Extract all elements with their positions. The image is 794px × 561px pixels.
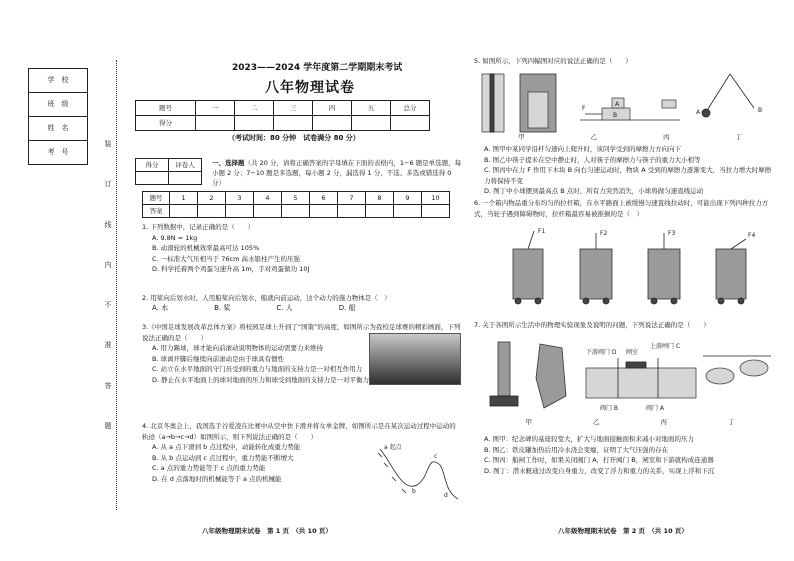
- seal-char: 内: [104, 260, 112, 269]
- block-label: A: [615, 101, 620, 108]
- figure-label: 丙: [663, 133, 670, 141]
- force-label: F1: [538, 228, 546, 235]
- lock-label: 闸室: [626, 349, 639, 356]
- question-2: [142, 293, 462, 312]
- section1-heading: 一、选择题: [212, 159, 245, 167]
- pendulum-string: [706, 74, 730, 112]
- answer-table: [142, 191, 450, 218]
- answer-cell: [422, 205, 450, 218]
- q7-options: [474, 434, 774, 476]
- seal-char: 不: [104, 301, 112, 310]
- option-b: B. 球离开脚后继续向前滚动是由于球具有惯性: [152, 354, 285, 363]
- option-c: C. 图丙：船闸工作时，如果关闭阀门 A，打开阀门 B，闸室和下游就构成连通器: [484, 456, 714, 464]
- score-cell: [235, 116, 274, 131]
- page-1-footer: 八年级物理期末试卷 第 1 页 （共 10 页）: [202, 527, 332, 535]
- submarine-figure: [703, 356, 771, 384]
- question-1: [142, 222, 462, 275]
- score-header: 三: [274, 101, 313, 116]
- grader-header: 得分: [136, 159, 169, 172]
- figure-label: 丙: [660, 418, 667, 426]
- suitcase-b: [580, 233, 612, 304]
- q6-suitcase-figures: [508, 227, 758, 305]
- option-d: D. 图丁中小球摆到最高点 B 点时，所有力突然消失，小球将做匀速直线运动: [484, 187, 704, 195]
- option-c: C. a 点的重力势能等于 c 点的重力势能: [152, 464, 266, 472]
- answer-cell: [226, 205, 254, 218]
- answer-header: 6: [310, 192, 338, 205]
- crushed-can-figure: [536, 344, 566, 408]
- answer-cell: [198, 205, 226, 218]
- option-a: A. 9.8N = 1kg: [152, 233, 198, 242]
- pendulum-ball: [702, 109, 710, 117]
- answer-header: 4: [254, 192, 282, 205]
- football-match-photo: [369, 333, 461, 385]
- figure-label: 甲: [518, 133, 525, 141]
- option-a: A. 图甲：纪念碑的基座较宽大，扩大与地面接触面积来减小对地面的压力: [484, 435, 694, 443]
- point-label: A: [696, 109, 701, 116]
- option-c: C. 图丙中在力 F 作用下木块 B 向右匀速运动时，物块 A 受到的摩擦力逐渐变大，当拉力增大时摩擦力将保持不变: [484, 166, 772, 185]
- q2-options: [142, 304, 462, 313]
- seal-char: 订: [104, 180, 112, 189]
- answer-header: 5: [282, 192, 310, 205]
- answer-cell: [254, 205, 282, 218]
- score-cell: [313, 116, 352, 131]
- grader-cell: [136, 172, 169, 185]
- score-header: 五: [352, 101, 391, 116]
- answer-cell: [394, 205, 422, 218]
- answer-cell: [310, 205, 338, 218]
- answer-header: 题号: [143, 192, 170, 205]
- force-label: F4: [748, 232, 756, 239]
- answer-row-label: 答案: [143, 205, 170, 218]
- q7-figures: [488, 338, 773, 413]
- lock-label: 上游闸门 C: [650, 343, 681, 350]
- score-header: 题号: [136, 101, 196, 116]
- ship-lock-figure: [586, 358, 696, 398]
- question-stem: 2. 用桨向后划水时，人用船桨向后划水，船就向前运动，这个动力的施力物体是（ ）: [142, 294, 391, 302]
- option-d: D. 静止在水平地面上的球对地面的压力和球受到地面的支持力是一对平衡力: [152, 375, 370, 384]
- answer-header: 7: [338, 192, 366, 205]
- force-label: F3: [668, 230, 676, 237]
- paper-title: 八年物理试卷: [265, 80, 355, 96]
- option-c: C. 站立在水平地面的守门员受到的重力与地面的支持力是一对相互作用力: [152, 365, 363, 373]
- field-name: 姓 名: [29, 117, 88, 141]
- q7-figure-labels: [495, 418, 765, 426]
- seal-char: 准: [104, 341, 112, 350]
- score-table: [135, 100, 430, 131]
- binding-dotted-line: [116, 60, 117, 510]
- option-b: B. 图乙中筷子提米在空中静止时，人对筷子的摩擦力与筷子的重力大小相等: [484, 155, 701, 164]
- seal-char: 装: [104, 140, 112, 148]
- score-header: 四: [313, 101, 352, 116]
- answer-header: 8: [366, 192, 394, 205]
- suitcase-c: [648, 233, 680, 304]
- question-6-stem: 6. 一个箱内物品重分布均匀的拉杆箱，在水平路面上被缓慢匀速直线拉动时，可能出现下列四种拉力方式，当轮子遇到障碍物时，拉杆箱最容易被推倒的是（ ）: [474, 199, 769, 218]
- option-a: A. 图甲中某同学沿杆匀速向上爬升时，该同学受到的摩擦力方向向下: [484, 145, 681, 153]
- score-header: 二: [235, 101, 274, 116]
- seal-char: 题: [104, 421, 112, 430]
- page-2-footer: 八年级物理期末试卷 第 2 页 （共 10 页）: [558, 527, 688, 535]
- seal-char: 答: [104, 381, 112, 390]
- point-label: c: [434, 453, 438, 460]
- pendulum-string-b: [730, 74, 754, 108]
- option-a: A. 从 a 点下滑到 b 点过程中，动能转化成重力势能: [152, 443, 301, 451]
- question-5-stem: 5. 如图所示，下列四幅图对应的说法正确的是（ ）: [474, 57, 632, 65]
- spring-mount: [662, 100, 676, 108]
- question-stem: 1. 下列数据中，记录正确的是（ ）: [142, 223, 255, 231]
- q5-figures: [480, 72, 775, 134]
- figure-label: 乙: [590, 133, 597, 141]
- force-label: F2: [600, 230, 608, 237]
- score-header: 总分: [391, 101, 430, 116]
- answer-cell: [170, 205, 198, 218]
- option-b: B. 动滑轮的机械效率最高可达 105%: [152, 244, 260, 252]
- option-b: B. 图乙：铁皮罐加热后用冷水浇会变瘪，证明了大气压强的存在: [484, 445, 669, 454]
- slope-hatching: [378, 453, 406, 493]
- monument-figure: [490, 342, 518, 406]
- lock-label: 阀门 A: [646, 405, 665, 412]
- block-label: B: [613, 112, 618, 119]
- figure-label: 乙: [593, 418, 600, 426]
- option-a: A. 用力踢球，球才能向前滚动说明物体的运动需要力来维持: [152, 344, 323, 352]
- option-b: B. 桨: [214, 303, 231, 312]
- option-a: A. 水: [152, 303, 169, 312]
- option-d: D. 在 d 点落地时的机械能等于 a 点的机械能: [152, 474, 282, 483]
- field-exam-number: 考 号: [29, 141, 88, 165]
- ski-trajectory-figure: [372, 443, 462, 503]
- exam-info: （考试时间：80 分钟 试卷满分 80 分）: [228, 134, 360, 142]
- answer-header: 1: [170, 192, 198, 205]
- exam-title: 2023——2024 学年度第二学期期末考试: [232, 63, 403, 73]
- grader-cell: [169, 172, 202, 185]
- option-d: D. 图丁：潜水艇通过改变自身重力，改变了浮力和重力的关系，实现上浮和下沉: [484, 466, 715, 475]
- question-stem: 3.《中国足球发展改革总体方案》将校园足球上升到了“国策”的高度，如图所示为我校足球赛的精彩画面，下列说法正确的是（ ）: [142, 323, 461, 342]
- score-cell: [196, 116, 235, 131]
- option-d: D. 科学托着两个鸡蛋匀速升高 1m，手对鸡蛋做功 10J: [152, 265, 310, 273]
- figure-label: 甲: [525, 418, 532, 426]
- grader-table: [135, 158, 202, 185]
- student-info-table: [28, 68, 88, 165]
- section1-instructions: [212, 158, 462, 188]
- grader-header: 评卷人: [169, 159, 202, 172]
- figure-label: 丁: [735, 133, 742, 141]
- score-cell: [352, 116, 391, 131]
- point-label: d: [444, 492, 448, 499]
- suitcase-d: [716, 239, 746, 304]
- point-label: b: [412, 488, 416, 495]
- figure-label: 丁: [728, 418, 735, 426]
- rice-cup: [528, 92, 548, 128]
- seal-line-text: [103, 140, 113, 430]
- score-row-label: 得分: [136, 116, 196, 131]
- question-stem: 4. 北京冬奥会上，我国选手谷爱凌在比赛中从空中快下滑并将女单金牌，如图所示是在某次运动过程中运动的轨迹（a→b→c→d）如图所示，则下列说法正确的是（ ）: [142, 422, 456, 441]
- answer-header: 9: [394, 192, 422, 205]
- question-7-stem: 7. 关于各图所示生活中的物理实验现象及说明的问题，下列说法正确的是（ ）: [474, 321, 710, 329]
- score-header: 一: [196, 101, 235, 116]
- lock-label: 下游阀门 D: [586, 349, 617, 356]
- suitcase-a: [513, 231, 543, 304]
- answer-cell: [338, 205, 366, 218]
- option-b: B. 从 b 点运动到 c 点过程中，重力势能不断增大: [152, 453, 294, 462]
- force-label: F: [582, 105, 586, 112]
- q5-options: [474, 144, 774, 197]
- point-label: B: [758, 107, 763, 114]
- section1-intro: （共 20 分，请将正确答案的字母填在下面的表格内，1−6 题是单选题，每小题 2 分；7−10 题是多选题，每小题 2 分，漏选得 1 分，不选、多选或错选得 0 分）: [212, 159, 462, 187]
- score-cell: [391, 116, 430, 131]
- lock-label: 阀门 B: [600, 405, 619, 412]
- option-c: C. 一标准大气压相当于 76cm 高水银柱产生的压强: [152, 254, 300, 263]
- option-c: C. 人: [276, 303, 293, 312]
- option-d: D. 船: [338, 303, 356, 312]
- score-cell: [274, 116, 313, 131]
- answer-header: 10: [422, 192, 450, 205]
- field-class: 班 级: [29, 93, 88, 117]
- figure-label: a 起点: [384, 444, 402, 451]
- answer-cell: [282, 205, 310, 218]
- field-school: 学 校: [29, 69, 88, 93]
- q5-figure-labels: [485, 133, 775, 141]
- answer-header: 2: [198, 192, 226, 205]
- answer-cell: [366, 205, 394, 218]
- answer-header: 3: [226, 192, 254, 205]
- seal-char: 线: [104, 220, 112, 229]
- climbing-pole: [490, 74, 494, 132]
